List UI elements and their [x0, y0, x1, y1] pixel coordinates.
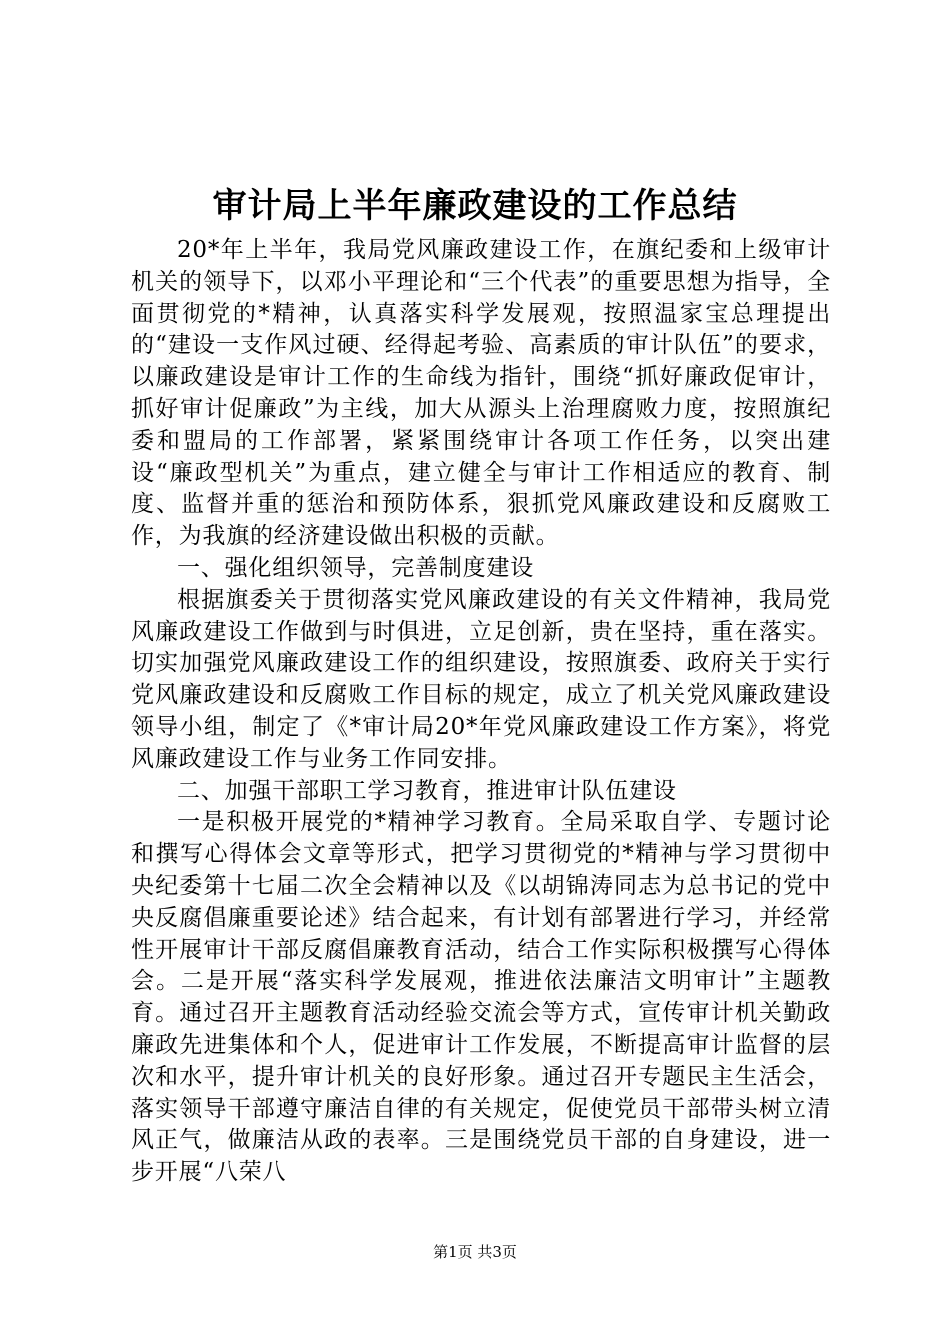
page-number-footer: 第1页 共3页	[433, 1243, 517, 1261]
section-heading-1: 一、强化组织领导，完善制度建设	[177, 554, 534, 581]
paragraph-section-2: 一是积极开展党的*精神学习教育。全局采取自学、专题讨论和撰写心得体会文章等形式，把学习贯彻党的*精神与学习贯彻中央纪委第十七届二次全会精神以及《以胡锦涛同志为总书记的党中央反腐倡廉重要论述》结合起来，有计划有部署进行学习，并经常性开展审计干部反腐倡廉教育活动，结合工作实际积极撰写心得体会。二是开展“落实科学发展观，推进依法廉洁文明审计”主题教育。通过召开主题教育活动经验交流会等方式，宣传审计机关勤政廉政先进集体和个人，促进审计工作发展，不断提高审计监督的层次和水平，提升审计机关的良好形象。通过召开专题民主生活会，落实领导干部遵守廉洁自律的有关规定，促使党员干部带头树立清风正气，做廉洁从政的表率。三是围绕党员干部的自身建设，进一步开展“八荣八	[131, 809, 831, 1186]
section-heading-2: 二、加强干部职工学习教育，推进审计队伍建设	[177, 777, 677, 804]
paragraph-section-1: 根据旗委关于贯彻落实党风廉政建设的有关文件精神，我局党风廉政建设工作做到与时俱进，立足创新，贵在坚持，重在落实。切实加强党风廉政建设工作的组织建设，按照旗委、政府关于实行党风廉政建设和反腐败工作目标的规定，成立了机关党风廉政建设领导小组，制定了《*审计局20*年党风廉政建设工作方案》，将党风廉政建设工作与业务工作同安排。	[131, 586, 831, 772]
paragraph-intro: 20*年上半年，我局党风廉政建设工作，在旗纪委和上级审计机关的领导下，以邓小平理论和“三个代表”的重要思想为指导，全面贯彻党的*精神，认真落实科学发展观，按照温家宝总理提出的“建设一支作风过硬、经得起考验、高素质的审计队伍”的要求，以廉政建设是审计工作的生命线为指针，围绕“抓好廉政促审计，抓好审计促廉政”为主线，加大从源头上治理腐败力度，按照旗纪委和盟局的工作部署，紧紧围绕审计各项工作任务，以突出建设“廉政型机关”为重点，建立健全与审计工作相适应的教育、制度、监督并重的惩治和预防体系，狠抓党风廉政建设和反腐败工作，为我旗的经济建设做出积极的贡献。	[131, 237, 831, 550]
document-body	[131, 235, 831, 1189]
document-title: 审计局上半年廉政建设的工作总结	[212, 186, 738, 226]
